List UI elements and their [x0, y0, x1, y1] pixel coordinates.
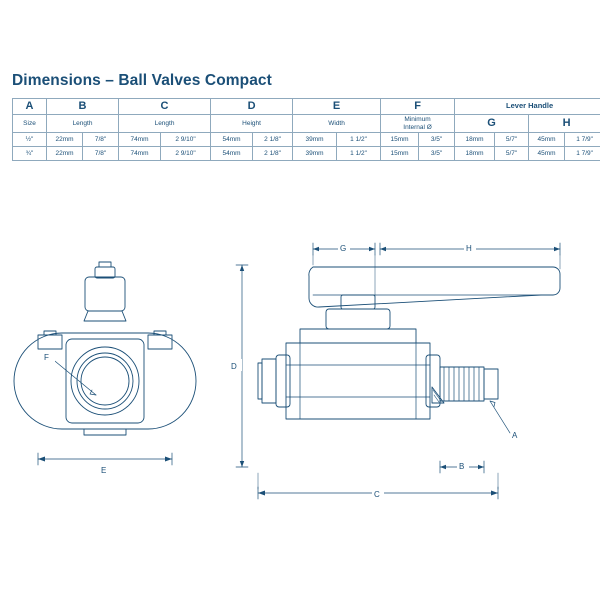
technical-drawings	[0, 235, 600, 545]
cell-c-mm: 74mm	[119, 133, 161, 147]
cell-g-in: 5/7"	[495, 133, 529, 147]
col-header-lever-handle: Lever Handle	[455, 99, 600, 115]
sub-length-b: Length	[47, 115, 119, 133]
dimensions-table-wrapper	[12, 98, 593, 161]
callout-d: D	[231, 362, 237, 371]
cell-h-in: 1 7/9"	[565, 147, 600, 161]
cell-e-in: 1 1/2"	[337, 133, 381, 147]
col-header-e: E	[293, 99, 381, 115]
cell-f-mm: 15mm	[381, 147, 419, 161]
callout-h: H	[466, 244, 472, 253]
cell-f-in: 3/5"	[419, 147, 455, 161]
side-view	[236, 243, 560, 499]
cell-g-mm: 18mm	[455, 147, 495, 161]
table-header-row	[13, 99, 600, 115]
col-header-d: D	[211, 99, 293, 115]
cell-c-in: 2 9/10"	[161, 147, 211, 161]
cell-h-in: 1 7/9"	[565, 133, 600, 147]
callout-c: C	[374, 490, 380, 499]
drawing-labels	[44, 241, 518, 499]
cell-size: ½"	[13, 133, 47, 147]
cell-d-in: 2 1/8"	[253, 133, 293, 147]
cell-h-mm: 45mm	[529, 133, 565, 147]
sub-size: Size	[13, 115, 47, 133]
col-header-f: F	[381, 99, 455, 115]
sub-width-e: Width	[293, 115, 381, 133]
callout-b: B	[459, 462, 465, 471]
cell-f-mm: 15mm	[381, 133, 419, 147]
cell-e-mm: 39mm	[293, 133, 337, 147]
front-view	[14, 262, 196, 465]
dimensions-table	[12, 98, 600, 161]
cell-g-in: 5/7"	[495, 147, 529, 161]
page-title: Dimensions – Ball Valves Compact	[12, 72, 272, 89]
cell-b-mm: 22mm	[47, 133, 83, 147]
cell-c-in: 2 9/10"	[161, 133, 211, 147]
cell-d-mm: 54mm	[211, 133, 253, 147]
callout-f: F	[44, 353, 49, 362]
cell-size: ¾"	[13, 147, 47, 161]
cell-h-mm: 45mm	[529, 147, 565, 161]
cell-g-mm: 18mm	[455, 133, 495, 147]
sub-min-line1: Minimum	[404, 116, 431, 124]
sub-height-d: Height	[211, 115, 293, 133]
sub-lever-h: H	[529, 115, 600, 133]
sub-min-internal-f	[381, 115, 455, 133]
sub-length-c: Length	[119, 115, 211, 133]
cell-e-in: 1 1/2"	[337, 147, 381, 161]
col-header-b: B	[47, 99, 119, 115]
callout-e: E	[101, 466, 107, 475]
cell-b-mm: 22mm	[47, 147, 83, 161]
col-header-a: A	[13, 99, 47, 115]
cell-f-in: 3/5"	[419, 133, 455, 147]
cell-b-in: 7/8"	[83, 133, 119, 147]
table-row	[13, 147, 600, 161]
table-subheader-row	[13, 115, 600, 133]
cell-c-mm: 74mm	[119, 147, 161, 161]
cell-d-in: 2 1/8"	[253, 147, 293, 161]
cell-e-mm: 39mm	[293, 147, 337, 161]
sub-min-line2: Internal Ø	[403, 123, 432, 131]
callout-g: G	[340, 244, 347, 253]
callout-a: A	[512, 431, 518, 440]
cell-d-mm: 54mm	[211, 147, 253, 161]
sub-lever-g: G	[455, 115, 529, 133]
col-header-c: C	[119, 99, 211, 115]
cell-b-in: 7/8"	[83, 147, 119, 161]
drawing-svg	[0, 235, 600, 545]
table-row	[13, 133, 600, 147]
